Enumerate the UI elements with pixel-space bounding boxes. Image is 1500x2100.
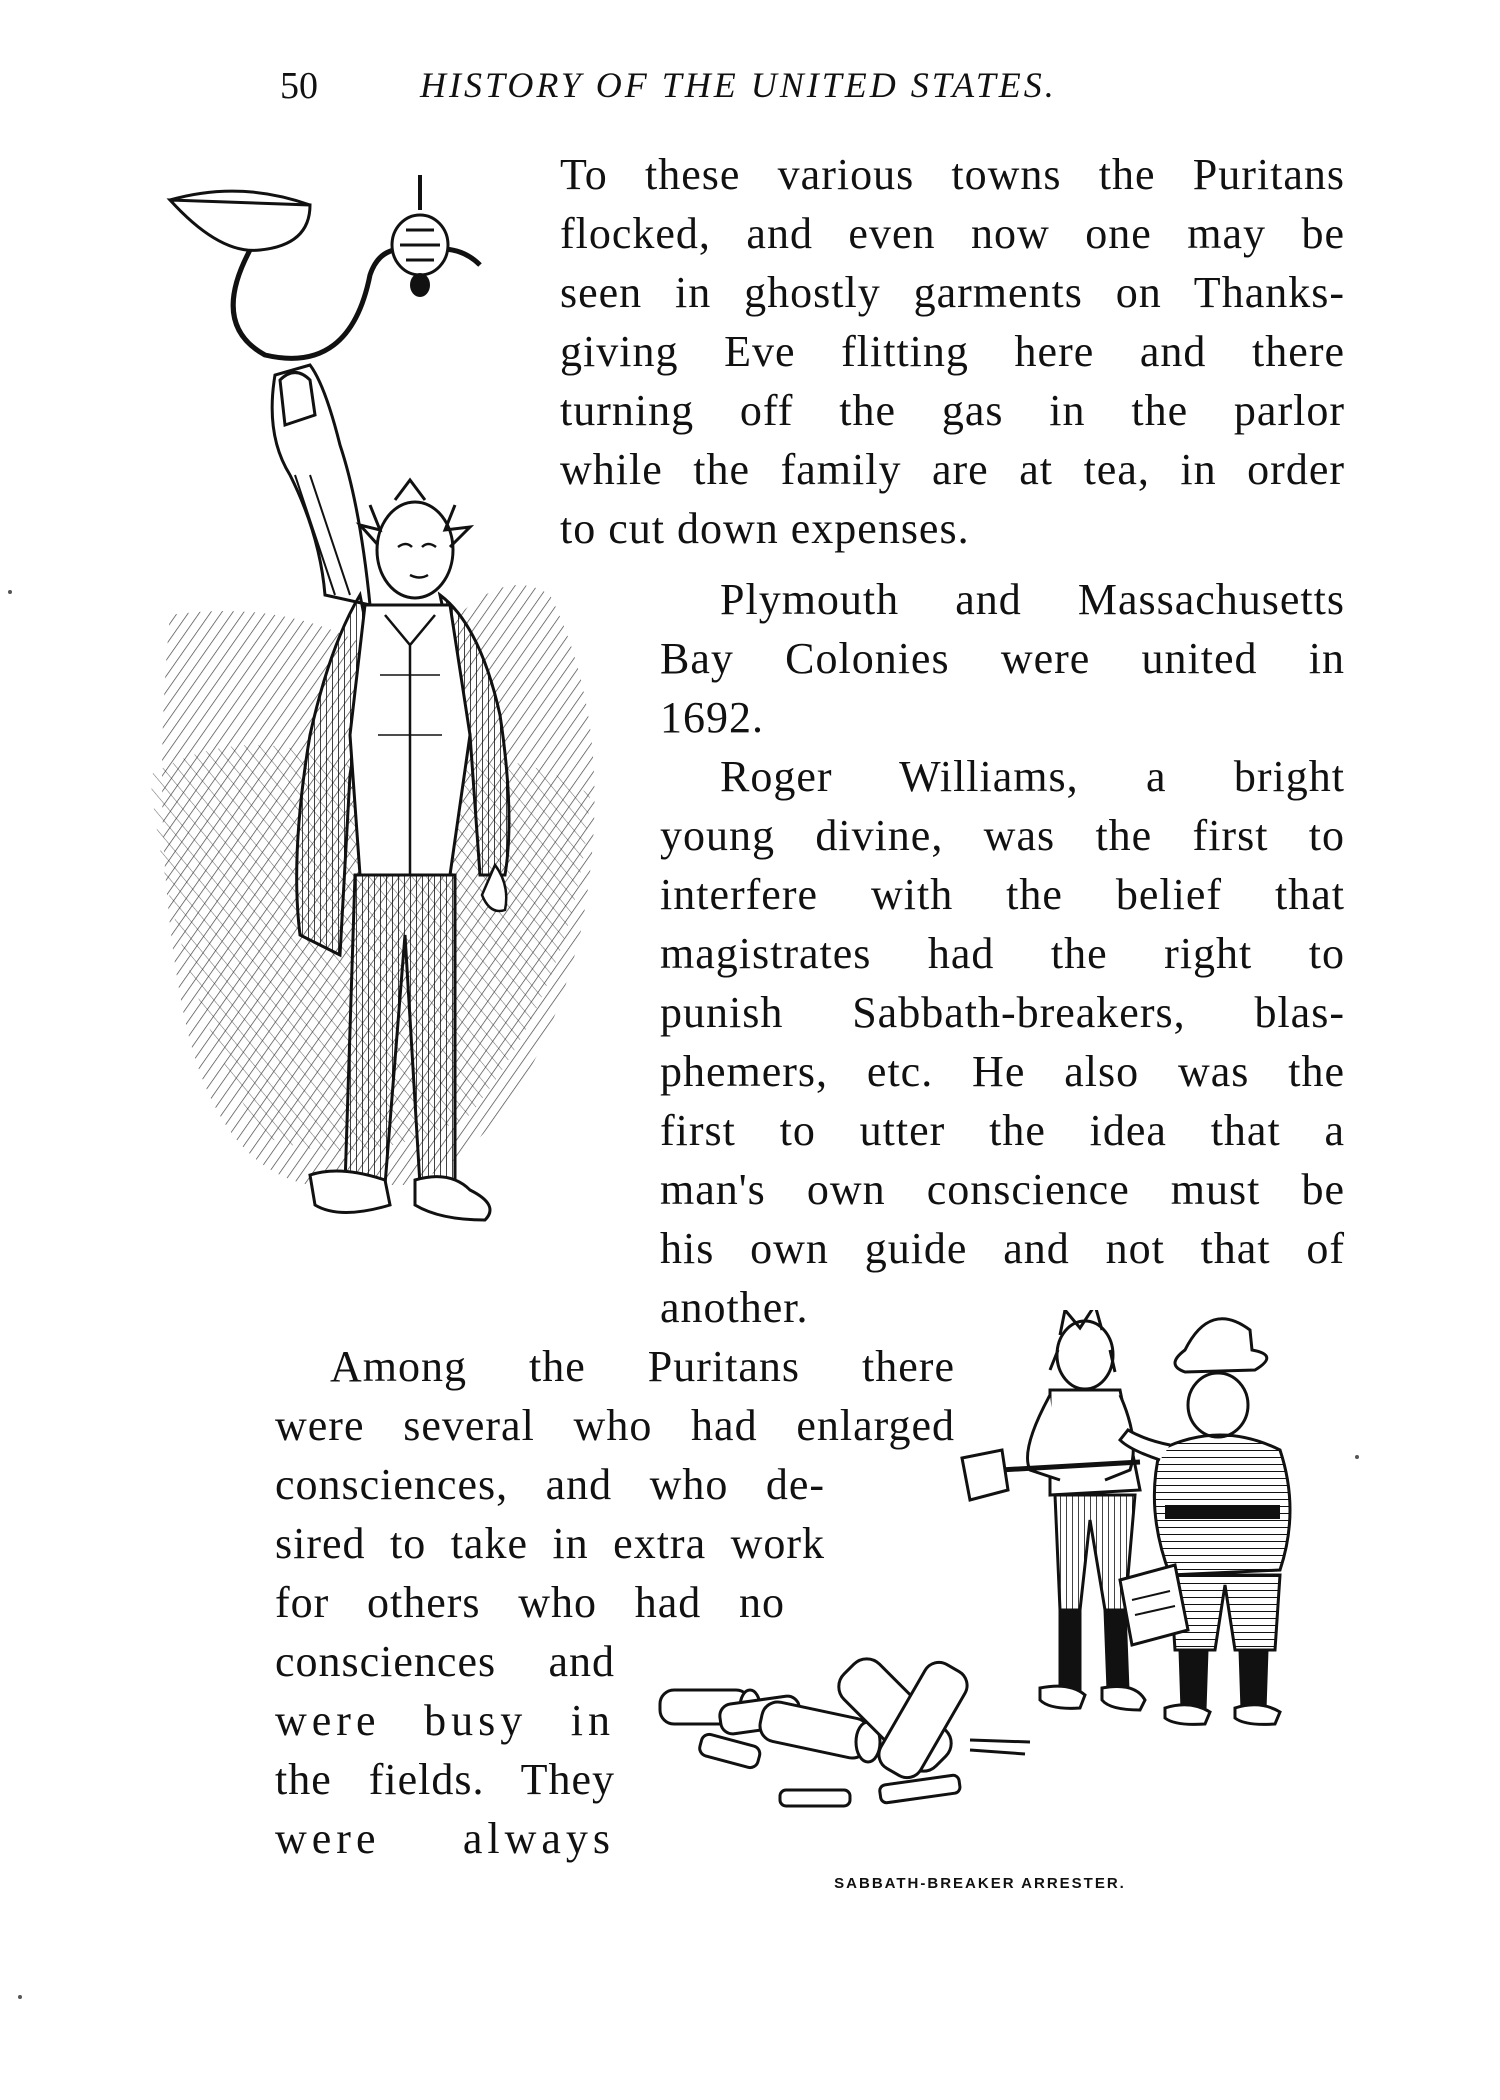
illustration-caption: SABBATH-BREAKER ARRESTER. [834, 1875, 1126, 1892]
paragraph-roger-williams [660, 747, 1345, 1337]
text-line: phemers, etc. He also was the [660, 1047, 1345, 1096]
text-line: turning off the gas in the parlor [560, 386, 1345, 435]
woodcutter-figure [962, 1310, 1145, 1710]
text-line: Roger Williams, a bright [720, 752, 1345, 801]
pilgrim-arrester-figure [1120, 1319, 1290, 1725]
text-line: young divine, was the first to [660, 811, 1345, 860]
text-line: the fields. They [275, 1755, 615, 1804]
text-line: consciences and [275, 1637, 615, 1686]
text-line: flocked, and even now one may be [560, 209, 1345, 258]
text-line: were always [275, 1814, 615, 1863]
page-number: 50 [280, 65, 318, 107]
text-line: his own guide and not that of [660, 1224, 1345, 1273]
text-line: man's own conscience must be [660, 1165, 1345, 1214]
running-title: HISTORY OF THE UNITED STATES. [420, 65, 1057, 105]
text-line: sired to take in extra work [275, 1519, 825, 1568]
text-line: seen in ghostly garments on Thanks- [560, 268, 1345, 317]
woodpile [660, 1651, 1030, 1806]
text-line: were busy in [275, 1696, 615, 1745]
text-line: magistrates had the right to [660, 929, 1345, 978]
text-line: 1692. [660, 693, 764, 742]
running-header [270, 64, 1200, 124]
print-speck [1355, 1455, 1359, 1459]
text-line: consciences, and who de- [275, 1460, 825, 1509]
text-line: Among the Puritans there [330, 1342, 955, 1391]
print-speck [8, 590, 12, 594]
text-line: giving Eve flitting here and there [560, 327, 1345, 376]
paragraph-colonies-united [660, 570, 1345, 747]
text-line: Bay Colonies were united in [660, 634, 1345, 683]
text-line: interfere with the belief that [660, 870, 1345, 919]
text-line: To these various towns the Puritans [560, 150, 1345, 199]
text-line: punish Sabbath-breakers, blas- [660, 988, 1345, 1037]
text-line: first to utter the idea that a [660, 1106, 1345, 1155]
text-line: were several who had enlarged [275, 1401, 955, 1450]
text-line: to cut down expenses. [560, 504, 970, 553]
text-line: another. [660, 1283, 809, 1332]
text-line: Plymouth and Massachusetts [720, 575, 1345, 624]
print-speck [18, 1995, 22, 1999]
paragraph-puritan-ghosts [560, 145, 1345, 558]
text-line: while the family are at tea, in order [560, 445, 1345, 494]
text-line: for others who had no [275, 1578, 785, 1627]
lamp-man-illustration [110, 175, 630, 1300]
arrest-scene-illustration [640, 1310, 1320, 1870]
